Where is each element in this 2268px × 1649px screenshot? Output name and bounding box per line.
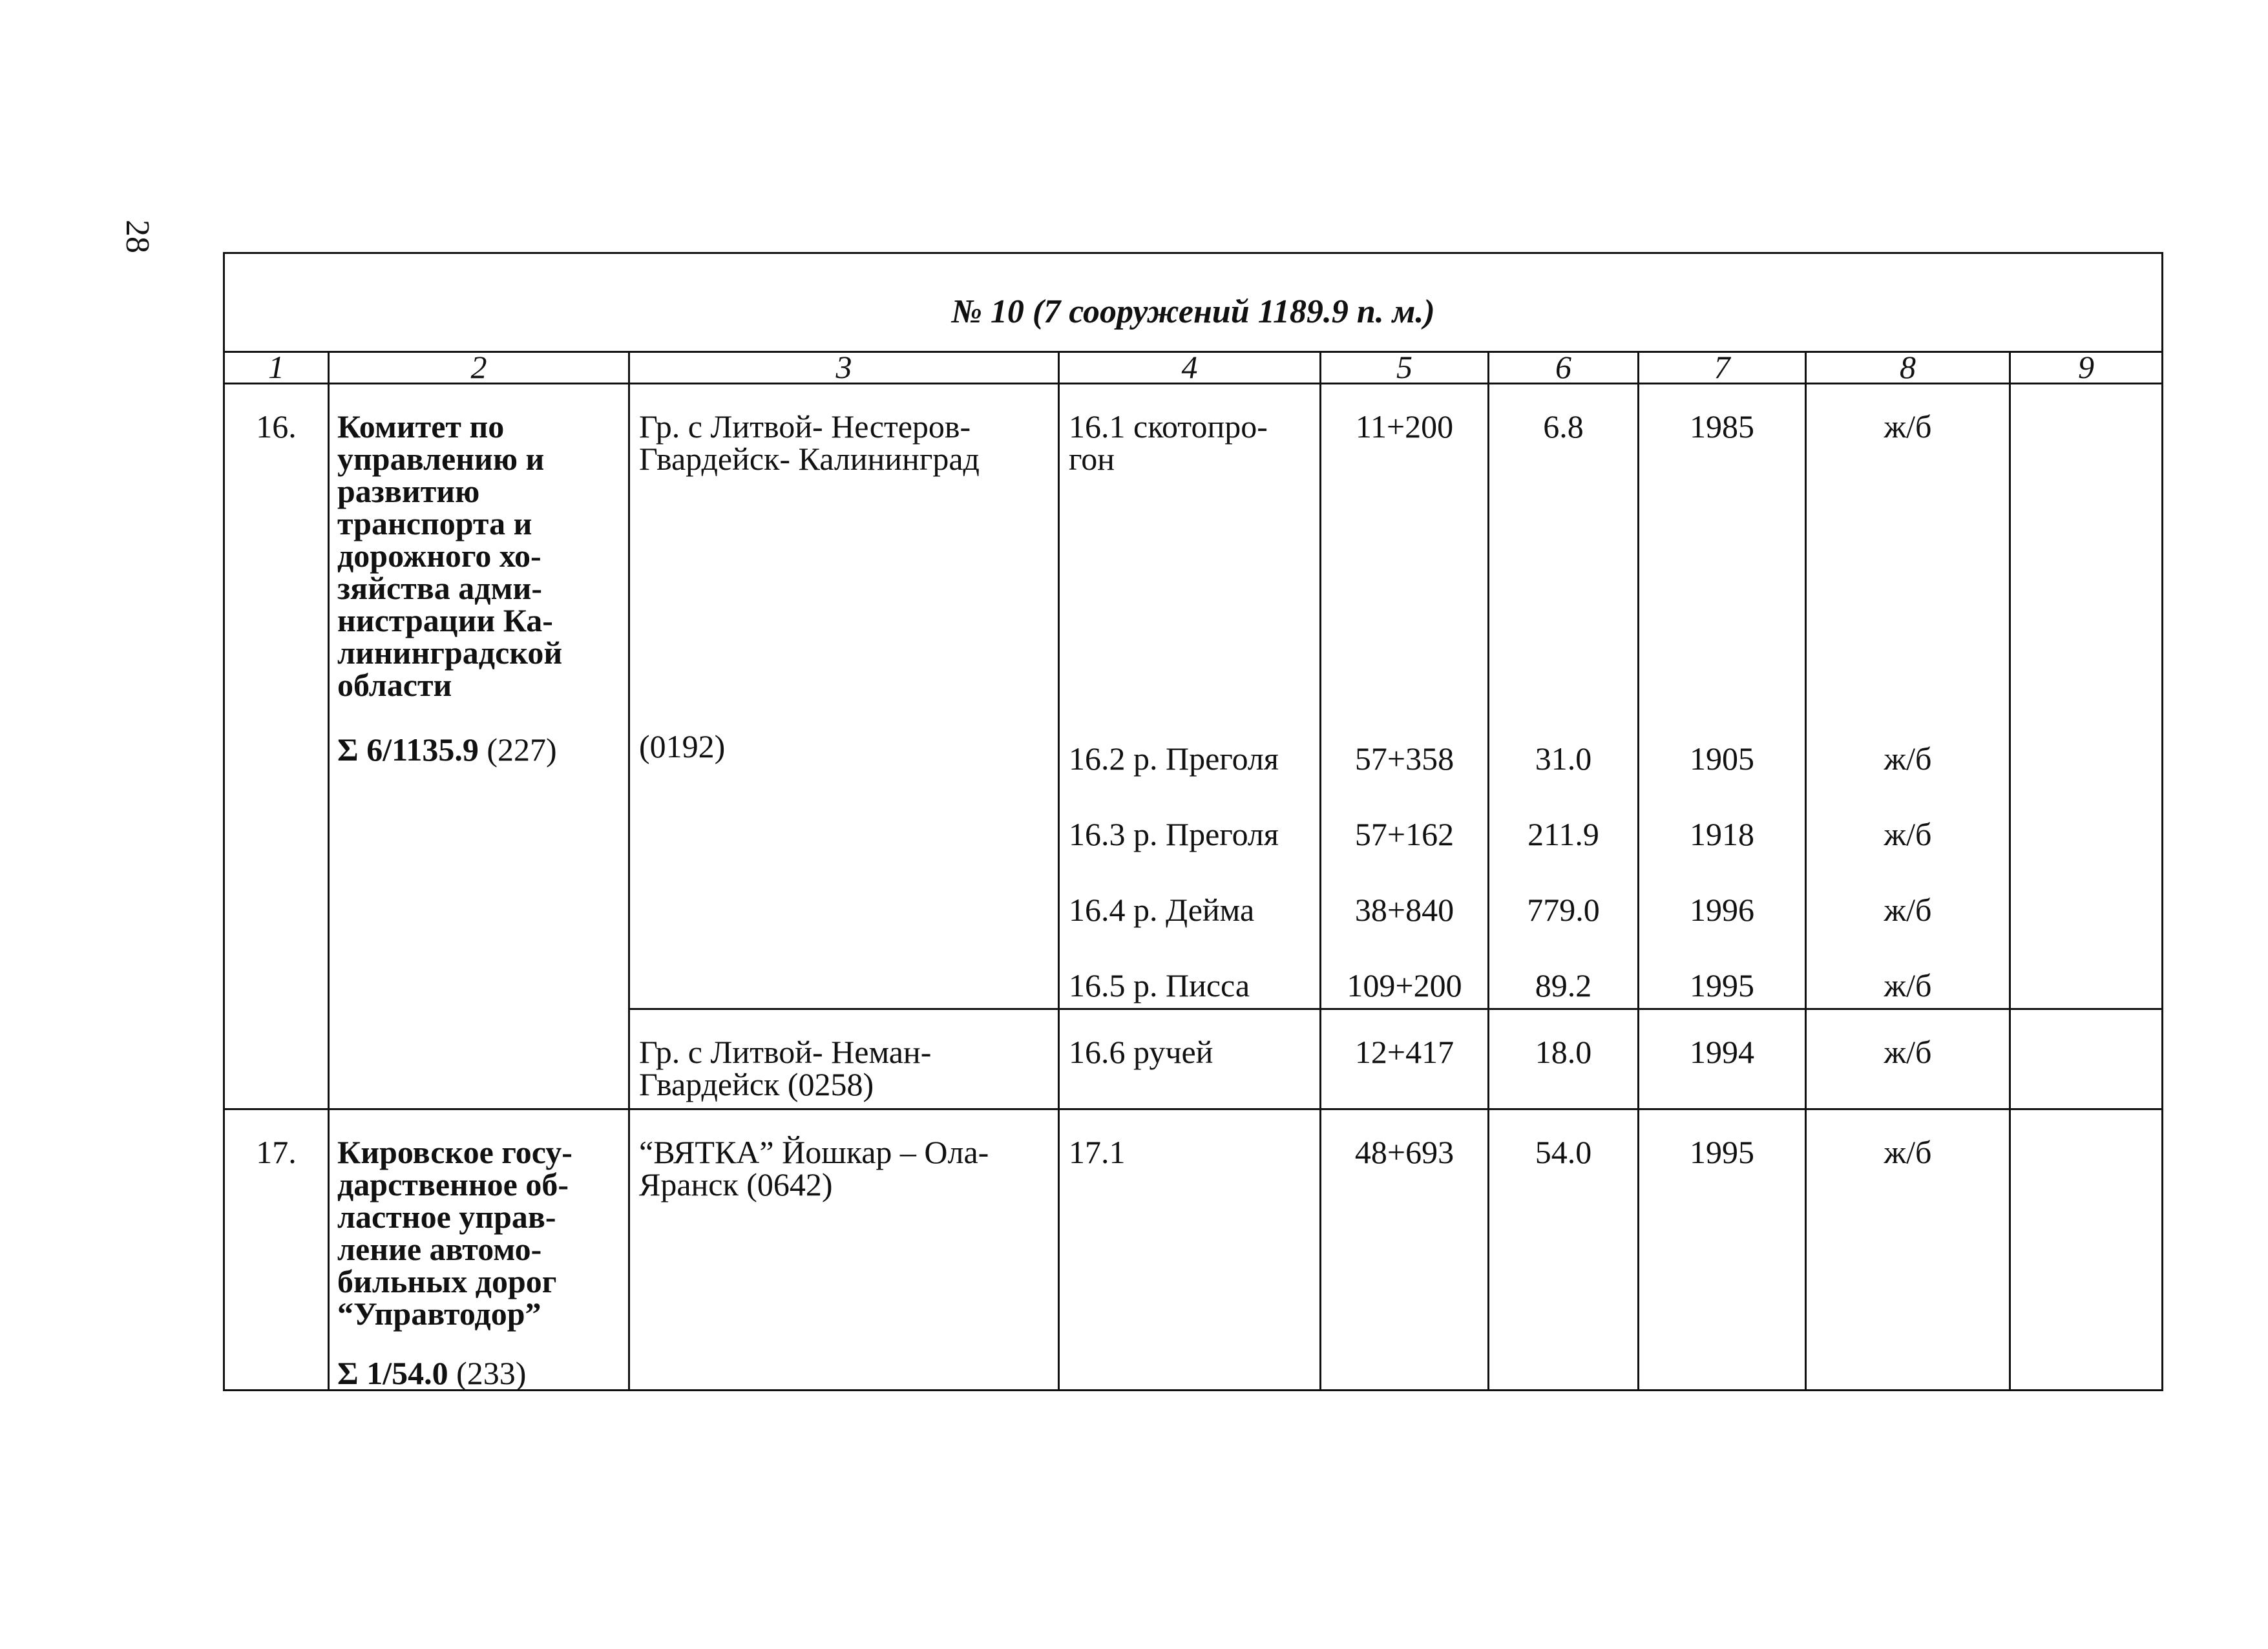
km-value: 57+358 bbox=[1354, 740, 1454, 777]
section-title: № 10 (7 сооружений 1189.9 п. м.) bbox=[224, 253, 2163, 352]
sum-ref: (233) bbox=[448, 1355, 527, 1391]
length-value: 18.0 bbox=[1489, 1009, 1639, 1109]
org-line: бильных дорог bbox=[337, 1263, 557, 1299]
structure-label: 16.4 р. Дейма bbox=[1069, 892, 1255, 928]
org-line: лининградской bbox=[337, 635, 563, 671]
material-value: ж/б bbox=[1806, 1109, 2010, 1391]
org-line: Комитет по bbox=[337, 408, 505, 445]
column-number: 5 bbox=[1321, 352, 1489, 384]
sum-total: Σ 6/1135.9 bbox=[337, 731, 479, 768]
km-value: 38+840 bbox=[1354, 892, 1454, 928]
column-number: 7 bbox=[1639, 352, 1806, 384]
table-row bbox=[224, 384, 2163, 1009]
year-value: 1918 bbox=[1690, 816, 1754, 852]
km-value: 109+200 bbox=[1347, 967, 1462, 1003]
material-value: ж/б bbox=[1884, 816, 1932, 852]
year-column bbox=[1639, 384, 1806, 1009]
km-column bbox=[1321, 384, 1489, 1009]
org-line: ластное управ- bbox=[337, 1199, 556, 1235]
column-number-row bbox=[224, 352, 2163, 384]
road-cell bbox=[629, 1009, 1059, 1109]
road-name-line: Гвардейск- Калининград bbox=[639, 441, 980, 477]
structure-label: 17.1 bbox=[1059, 1109, 1321, 1391]
year-value: 1905 bbox=[1690, 740, 1754, 777]
material-value: ж/б bbox=[1884, 967, 1932, 1003]
column-number: 4 bbox=[1059, 352, 1321, 384]
structure-label: 16.5 р. Писса bbox=[1069, 967, 1250, 1003]
org-line: дарственное об- bbox=[337, 1166, 569, 1203]
org-line: нистрации Ка- bbox=[337, 602, 553, 638]
road-name-line: Яранск (0642) bbox=[639, 1166, 833, 1203]
note-cell bbox=[2010, 1109, 2163, 1391]
entry-sum bbox=[337, 733, 622, 766]
length-value: 54.0 bbox=[1489, 1109, 1639, 1391]
length-value: 779.0 bbox=[1527, 892, 1600, 928]
year-value: 1995 bbox=[1639, 1109, 1806, 1391]
org-line: ление автомо- bbox=[337, 1231, 542, 1267]
structure-label: 16.1 скотопро- bbox=[1069, 408, 1268, 445]
structure-label: 16.3 р. Преголя bbox=[1069, 816, 1279, 852]
year-value: 1996 bbox=[1690, 892, 1754, 928]
sum-total: Σ 1/54.0 bbox=[337, 1355, 448, 1391]
road-name-line: Гр. с Литвой- Нестеров- bbox=[639, 408, 971, 445]
org-line: “Управтодор” bbox=[337, 1296, 541, 1332]
road-name-line: Гр. с Литвой- Неман- bbox=[639, 1034, 932, 1070]
km-value: 57+162 bbox=[1354, 816, 1454, 852]
length-column bbox=[1489, 384, 1639, 1009]
material-value: ж/б bbox=[1884, 892, 1932, 928]
structure-labels bbox=[1059, 384, 1321, 1009]
length-value: 211.9 bbox=[1528, 816, 1599, 852]
length-value: 89.2 bbox=[1535, 967, 1592, 1003]
column-number: 2 bbox=[329, 352, 629, 384]
organization-cell bbox=[329, 384, 629, 1109]
structures-table bbox=[223, 252, 2163, 1391]
year-value: 1995 bbox=[1690, 967, 1754, 1003]
org-line: развитию bbox=[337, 473, 480, 509]
entry-number: 17. bbox=[224, 1109, 329, 1391]
column-number: 6 bbox=[1489, 352, 1639, 384]
km-value: 12+417 bbox=[1321, 1009, 1489, 1109]
length-value: 31.0 bbox=[1535, 740, 1592, 777]
table-row bbox=[224, 1109, 2163, 1391]
title-row bbox=[224, 253, 2163, 352]
material-column bbox=[1806, 384, 2010, 1009]
org-line: дорожного хо- bbox=[337, 538, 541, 574]
column-number: 3 bbox=[629, 352, 1059, 384]
note-cell bbox=[2010, 1009, 2163, 1109]
entry-sum bbox=[337, 1357, 622, 1389]
road-code: (0192) bbox=[639, 728, 726, 764]
km-value: 11+200 bbox=[1355, 408, 1454, 445]
org-line: зяйства адми- bbox=[337, 570, 543, 606]
org-line: области bbox=[337, 667, 452, 703]
road-name-line: Гвардейск (0258) bbox=[639, 1066, 874, 1102]
material-value: ж/б bbox=[1884, 408, 1932, 445]
sum-ref: (227) bbox=[478, 731, 557, 768]
entry-number: 16. bbox=[224, 384, 329, 1109]
page-number: 28 bbox=[119, 220, 156, 253]
road-cell bbox=[629, 1109, 1059, 1391]
length-value: 6.8 bbox=[1543, 408, 1584, 445]
note-cell bbox=[2010, 384, 2163, 1009]
column-number: 9 bbox=[2010, 352, 2163, 384]
km-value: 48+693 bbox=[1321, 1109, 1489, 1391]
material-value: ж/б bbox=[1884, 740, 1932, 777]
org-line: Кировское госу- bbox=[337, 1134, 572, 1170]
structure-label: гон bbox=[1069, 441, 1115, 477]
organization-name bbox=[337, 1136, 622, 1330]
organization-name bbox=[337, 410, 622, 701]
organization-cell bbox=[329, 1109, 629, 1391]
org-line: транспорта и bbox=[337, 505, 532, 541]
structure-label: 16.2 р. Преголя bbox=[1069, 740, 1279, 777]
year-value: 1985 bbox=[1690, 408, 1754, 445]
column-number: 8 bbox=[1806, 352, 2010, 384]
year-value: 1994 bbox=[1639, 1009, 1806, 1109]
material-value: ж/б bbox=[1806, 1009, 2010, 1109]
road-name-line: “ВЯТКА” Йошкар – Ола- bbox=[639, 1134, 989, 1170]
org-line: управлению и bbox=[337, 441, 545, 477]
column-number: 1 bbox=[224, 352, 329, 384]
road-cell bbox=[629, 384, 1059, 1009]
structure-label: 16.6 ручей bbox=[1059, 1009, 1321, 1109]
